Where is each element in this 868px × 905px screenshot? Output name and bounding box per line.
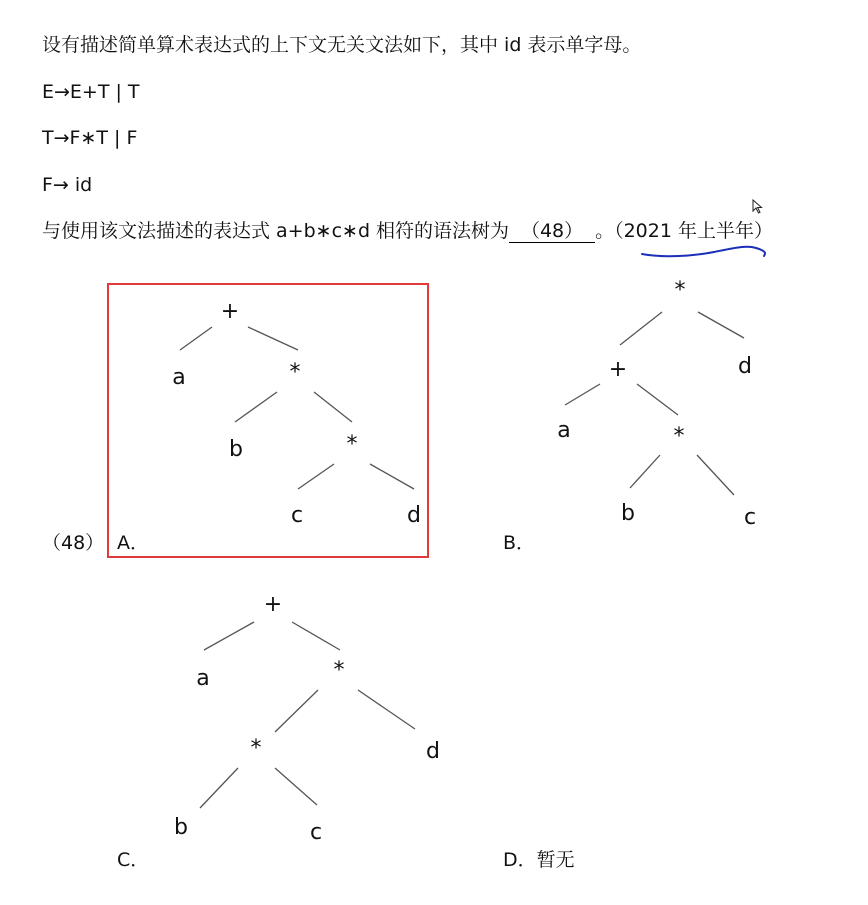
question-ask-text: 与使用该文法描述的表达式 a+b∗c∗d 相符的语法树为 [42,220,510,242]
question-number-label: （48） [42,532,105,554]
tree-a-edge [314,392,352,422]
tree-a-edge [298,464,334,489]
tree-c-edge [275,690,318,732]
tree-c-node: a [196,666,210,691]
tree-b-node: b [621,501,635,526]
tree-a-node: c [290,503,304,528]
tree-a-edge [180,327,212,350]
tree-b-node: a [557,418,571,443]
tree-c-node: c [309,820,323,845]
exam-year: 2021 年上半年 [623,220,754,242]
tree-a-node: * [346,432,358,457]
tree-b-edge [698,312,744,338]
grammar-rule-f: F→ id [42,174,93,196]
question-intro: 设有描述简单算术表达式的上下文无关文法如下，其中 id 表示单字母。 [42,34,642,56]
tree-a-edge [248,327,298,350]
tree-a-node: a [172,365,186,390]
tree-b-edge [620,312,662,345]
option-b-label[interactable]: B． [503,532,536,554]
tree-b-edge [630,455,660,488]
tree-a-edge [370,464,414,489]
tree-c-node: + [263,592,283,617]
option-a-label[interactable]: A． [117,532,149,554]
tree-c-edge [275,768,317,805]
tree-c-node: b [174,815,188,840]
tree-b-node: * [674,278,686,303]
option-d-label[interactable]: D．暂无 [503,849,575,871]
tree-c-node: * [333,658,345,683]
option-c-label[interactable]: C． [117,849,150,871]
tree-a-node: b [229,437,243,462]
tree-c-edge [204,622,254,650]
tree-b-edge [637,384,678,415]
question-ask-suffix: 。（ [595,220,624,242]
tree-c-node: d [426,739,440,764]
tree-b-node: * [673,424,685,449]
tree-a-node: * [289,360,301,385]
tree-c-node: * [250,736,262,761]
tree-b-node: + [608,357,628,382]
tree-a-edge [235,392,277,422]
tree-a-node: + [220,299,240,324]
tree-b-edge [565,384,600,405]
tree-c-edge [200,768,238,808]
tree-b-node: d [738,354,752,379]
grammar-rule-t: T→F∗T | F [42,127,138,149]
grammar-rule-e: E→E+T | T [42,81,140,103]
answer-blank: （48） [509,220,595,243]
tree-a-node: d [407,503,421,528]
tree-b-node: c [743,505,757,530]
tree-c-edge [292,622,340,650]
question-close-paren: ） [753,220,773,242]
tree-c-edge [358,690,415,729]
tree-b-edge [697,455,734,495]
